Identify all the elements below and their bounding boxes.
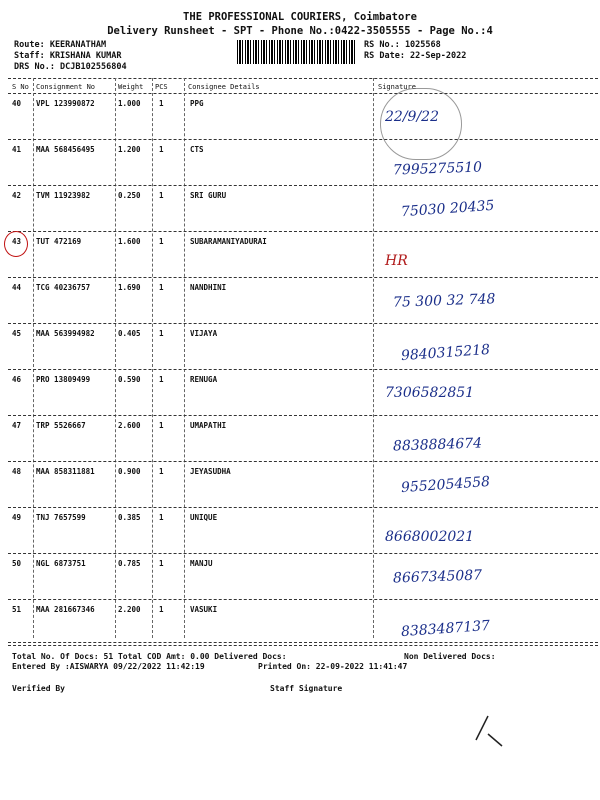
signature-handwriting: HR xyxy=(385,253,408,269)
cell-sno: 47 xyxy=(12,421,22,430)
barcode xyxy=(237,40,357,64)
totals-line: Total No. Of Docs: 51 Total COD Amt: 0.00 Delivered Docs: xyxy=(12,652,287,661)
cell-sno: 40 xyxy=(12,99,22,108)
verified-by-label: Verified By xyxy=(12,684,65,693)
table-row xyxy=(0,95,600,141)
table-row xyxy=(0,187,600,233)
table-row xyxy=(0,509,600,555)
signature-handwriting: 75 300 32 748 xyxy=(392,291,496,311)
table-row xyxy=(0,325,600,371)
cell-consignment: MAA 568456495 xyxy=(36,145,95,154)
cell-sno: 41 xyxy=(12,145,22,154)
row-divider xyxy=(8,185,598,186)
cell-sno: 42 xyxy=(12,191,22,200)
cell-sno: 46 xyxy=(12,375,22,384)
drs-label: DRS No.: DCJB102556804 xyxy=(14,62,127,72)
col-header-consignment: Consignment No xyxy=(36,83,96,91)
row-divider xyxy=(8,507,598,508)
row-divider xyxy=(8,139,598,140)
cell-consignee: CTS xyxy=(190,145,204,154)
table-row xyxy=(0,555,600,601)
cell-consignee: JEYASUDHA xyxy=(190,467,231,476)
cell-sno: 51 xyxy=(12,605,22,614)
route-label: Route: KEERANATHAM xyxy=(14,40,107,50)
table-row xyxy=(0,371,600,417)
signature-handwriting: 22/9/22 xyxy=(385,109,439,125)
cell-consignee: NANDHINI xyxy=(190,283,227,292)
col-header-consignee: Consignee Details xyxy=(188,83,260,91)
col-header-weight: Weight xyxy=(118,83,144,91)
cell-pcs: 1 xyxy=(159,283,164,292)
cell-weight: 1.000 xyxy=(118,99,141,108)
header-rule-bottom xyxy=(8,93,598,94)
cell-sno: 44 xyxy=(12,283,22,292)
cell-consignment: TCG 40236757 xyxy=(36,283,91,292)
cell-consignee: SUBARAMANIYADURAI xyxy=(190,237,267,246)
cell-weight: 2.200 xyxy=(118,605,141,614)
cell-pcs: 1 xyxy=(159,605,164,614)
col-header-sno: S No xyxy=(12,83,29,91)
cell-sno: 45 xyxy=(12,329,22,338)
cell-pcs: 1 xyxy=(159,467,164,476)
signature-handwriting: 9840315218 xyxy=(400,341,491,365)
col-header-signature: Signature xyxy=(378,83,416,91)
cell-sno: 48 xyxy=(12,467,22,476)
cell-consignee: VIJAYA xyxy=(190,329,218,338)
signature-handwriting: 7306582851 xyxy=(385,385,475,401)
staff-signature-label: Staff Signature xyxy=(270,684,343,693)
cell-weight: 1.600 xyxy=(118,237,141,246)
row-divider xyxy=(8,461,598,462)
cell-pcs: 1 xyxy=(159,145,164,154)
cell-sno: 43 xyxy=(12,237,22,246)
non-delivered-label: Non Delivered Docs: xyxy=(404,652,496,661)
cell-pcs: 1 xyxy=(159,421,164,430)
pen-mark xyxy=(470,710,510,750)
footer-rule xyxy=(8,642,598,643)
cell-pcs: 1 xyxy=(159,191,164,200)
row-divider xyxy=(8,369,598,370)
table-row xyxy=(0,279,600,325)
cell-consignment: NGL 6873751 xyxy=(36,559,86,568)
cell-weight: 0.405 xyxy=(118,329,141,338)
cell-consignee: SRI GURU xyxy=(190,191,227,200)
table-row xyxy=(0,463,600,509)
row-divider xyxy=(8,415,598,416)
cell-consignment: VPL 123990872 xyxy=(36,99,95,108)
cell-weight: 0.385 xyxy=(118,513,141,522)
cell-pcs: 1 xyxy=(159,559,164,568)
cell-sno: 50 xyxy=(12,559,22,568)
cell-consignment: TVM 11923982 xyxy=(36,191,91,200)
table-row xyxy=(0,417,600,463)
cell-consignment: MAA 858311881 xyxy=(36,467,95,476)
cell-consignee: MANJU xyxy=(190,559,213,568)
table-row xyxy=(0,233,600,279)
signature-handwriting: 8838884674 xyxy=(392,435,483,455)
cell-consignee: UMAPATHI xyxy=(190,421,227,430)
printed-on: Printed On: 22-09-2022 11:41:47 xyxy=(258,662,408,671)
cell-pcs: 1 xyxy=(159,237,164,246)
row-divider xyxy=(8,231,598,232)
cell-consignment: MAA 563994982 xyxy=(36,329,95,338)
row-divider xyxy=(8,323,598,324)
table-row xyxy=(0,601,600,647)
runsheet-title: Delivery Runsheet - SPT - Phone No.:0422-3505555 - Page No.:4 xyxy=(107,25,493,37)
signature-handwriting: 7995275510 xyxy=(392,159,483,179)
cell-consignee: PPG xyxy=(190,99,204,108)
row-divider xyxy=(8,277,598,278)
cell-consignment: TNJ 7657599 xyxy=(36,513,86,522)
header-rule-top xyxy=(8,78,598,79)
cell-consignment: PRO 13809499 xyxy=(36,375,91,384)
cell-weight: 0.900 xyxy=(118,467,141,476)
cell-weight: 0.785 xyxy=(118,559,141,568)
red-circle-mark xyxy=(4,231,28,257)
col-header-pcs: PCS xyxy=(155,83,168,91)
table-row xyxy=(0,141,600,187)
row-divider xyxy=(8,599,598,600)
row-divider xyxy=(8,645,598,646)
cell-weight: 0.250 xyxy=(118,191,141,200)
signature-handwriting: 8383487137 xyxy=(400,617,491,641)
cell-consignment: TRP 5526667 xyxy=(36,421,86,430)
staff-label: Staff: KRISHANA KUMAR xyxy=(14,51,122,61)
cell-pcs: 1 xyxy=(159,99,164,108)
entered-by: Entered By :AISWARYA 09/22/2022 11:42:19 xyxy=(12,662,205,671)
cell-consignee: VASUKI xyxy=(190,605,218,614)
cell-weight: 0.590 xyxy=(118,375,141,384)
signature-handwriting: 9552054558 xyxy=(400,473,491,497)
cell-weight: 1.690 xyxy=(118,283,141,292)
signature-handwriting: 8668002021 xyxy=(385,529,475,545)
cell-weight: 2.600 xyxy=(118,421,141,430)
signature-handwriting: 8667345087 xyxy=(392,567,483,587)
company-title: THE PROFESSIONAL COURIERS, Coimbatore xyxy=(183,11,417,23)
cell-consignee: RENUGA xyxy=(190,375,218,384)
rs-number: RS No.: 1025568 xyxy=(364,40,441,50)
cell-consignment: MAA 281667346 xyxy=(36,605,95,614)
cell-consignment: TUT 472169 xyxy=(36,237,82,246)
row-divider xyxy=(8,553,598,554)
cell-weight: 1.200 xyxy=(118,145,141,154)
cell-pcs: 1 xyxy=(159,513,164,522)
cell-pcs: 1 xyxy=(159,375,164,384)
rs-date: RS Date: 22-Sep-2022 xyxy=(364,51,467,61)
cell-sno: 49 xyxy=(12,513,22,522)
signature-handwriting: 75030 20435 xyxy=(400,197,495,221)
cell-pcs: 1 xyxy=(159,329,164,338)
cell-consignee: UNIQUE xyxy=(190,513,218,522)
